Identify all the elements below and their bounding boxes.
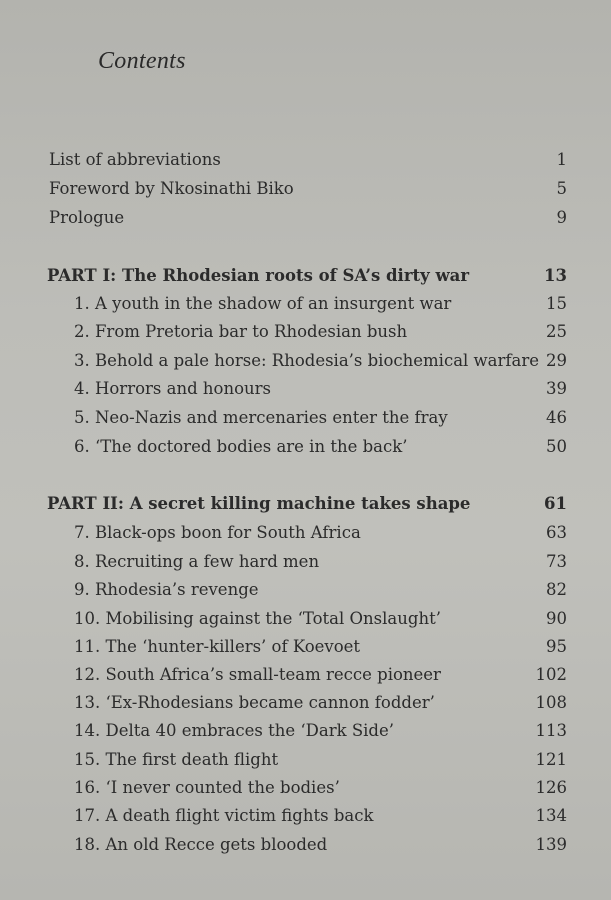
toc-chapter-9 <box>74 577 567 603</box>
chapter-label: 8. Recruiting a few hard men <box>74 552 320 571</box>
chapter-label: 1. A youth in the shadow of an insurgent war <box>74 294 452 313</box>
part-heading-label: PART II: A secret killing machine takes shape <box>47 494 471 513</box>
chapter-label: 9. Rhodesia’s revenge <box>74 580 259 599</box>
chapter-page: 121 <box>535 750 567 769</box>
chapter-page: 134 <box>535 806 567 825</box>
toc-entry-foreword <box>49 176 567 202</box>
chapter-page: 29 <box>546 351 567 370</box>
chapter-label: 6. ‘The doctored bodies are in the back’ <box>74 437 408 456</box>
toc-entry-label: Foreword by Nkosinathi Biko <box>49 179 294 198</box>
chapter-label: 4. Horrors and honours <box>74 379 271 398</box>
chapter-page: 102 <box>535 665 567 684</box>
toc-chapter-12 <box>74 662 567 688</box>
toc-chapter-13 <box>74 690 567 716</box>
toc-chapter-14 <box>74 718 567 744</box>
toc-entry-page: 9 <box>556 208 567 227</box>
toc-chapter-6 <box>74 434 567 460</box>
toc-chapter-10 <box>74 606 567 632</box>
chapter-page: 113 <box>535 721 567 740</box>
chapter-label: 10. Mobilising against the ‘Total Onslaught’ <box>74 609 441 628</box>
toc-entry-label: Prologue <box>49 208 125 227</box>
toc-chapter-1 <box>74 291 567 317</box>
toc-entry-page: 5 <box>556 179 567 198</box>
chapter-page: 90 <box>546 609 567 628</box>
chapter-label: 12. South Africa’s small-team recce pioneer <box>74 665 441 684</box>
chapter-label: 16. ‘I never counted the bodies’ <box>74 778 340 797</box>
toc-chapter-16 <box>74 775 567 801</box>
toc-chapter-7 <box>74 520 567 546</box>
chapter-label: 14. Delta 40 embraces the ‘Dark Side’ <box>74 721 394 740</box>
chapter-page: 82 <box>546 580 567 599</box>
toc-chapter-18 <box>74 832 567 858</box>
toc-chapter-5 <box>74 405 567 431</box>
chapter-page: 39 <box>546 379 567 398</box>
chapter-label: 13. ‘Ex-Rhodesians became cannon fodder’ <box>74 693 435 712</box>
part-heading-page: 61 <box>544 494 567 513</box>
chapter-label: 3. Behold a pale horse: Rhodesia’s biochemical warfare <box>74 351 539 370</box>
toc-chapter-11 <box>74 634 567 660</box>
chapter-page: 25 <box>546 322 567 341</box>
chapter-page: 73 <box>546 552 567 571</box>
chapter-page: 108 <box>535 693 567 712</box>
chapter-label: 15. The first death flight <box>74 750 279 769</box>
chapter-page: 63 <box>546 523 567 542</box>
toc-chapter-15 <box>74 747 567 773</box>
chapter-label: 17. A death flight victim fights back <box>74 806 374 825</box>
part-heading-page: 13 <box>544 266 567 285</box>
chapter-label: 18. An old Recce gets blooded <box>74 835 328 854</box>
page-title: Contents <box>98 48 186 74</box>
chapter-page: 15 <box>546 294 567 313</box>
toc-entry-page: 1 <box>556 150 567 169</box>
toc-entry-abbreviations <box>49 147 567 173</box>
chapter-page: 50 <box>546 437 567 456</box>
toc-chapter-3 <box>74 348 567 374</box>
toc-part-2-heading <box>47 491 567 517</box>
chapter-label: 11. The ‘hunter-killers’ of Koevoet <box>74 637 361 656</box>
toc-chapter-4 <box>74 376 567 402</box>
toc-chapter-2 <box>74 319 567 345</box>
chapter-page: 95 <box>546 637 567 656</box>
chapter-label: 5. Neo-Nazis and mercenaries enter the fray <box>74 408 448 427</box>
toc-part-1-heading <box>47 263 567 289</box>
toc-chapter-8 <box>74 549 567 575</box>
toc-entry-prologue <box>49 205 567 231</box>
chapter-label: 7. Black-ops boon for South Africa <box>74 523 361 542</box>
part-heading-label: PART I: The Rhodesian roots of SA’s dirty war <box>47 266 470 285</box>
chapter-page: 126 <box>535 778 567 797</box>
chapter-page: 139 <box>535 835 567 854</box>
chapter-page: 46 <box>546 408 567 427</box>
toc-entry-label: List of abbreviations <box>49 150 221 169</box>
toc-chapter-17 <box>74 803 567 829</box>
chapter-label: 2. From Pretoria bar to Rhodesian bush <box>74 322 408 341</box>
